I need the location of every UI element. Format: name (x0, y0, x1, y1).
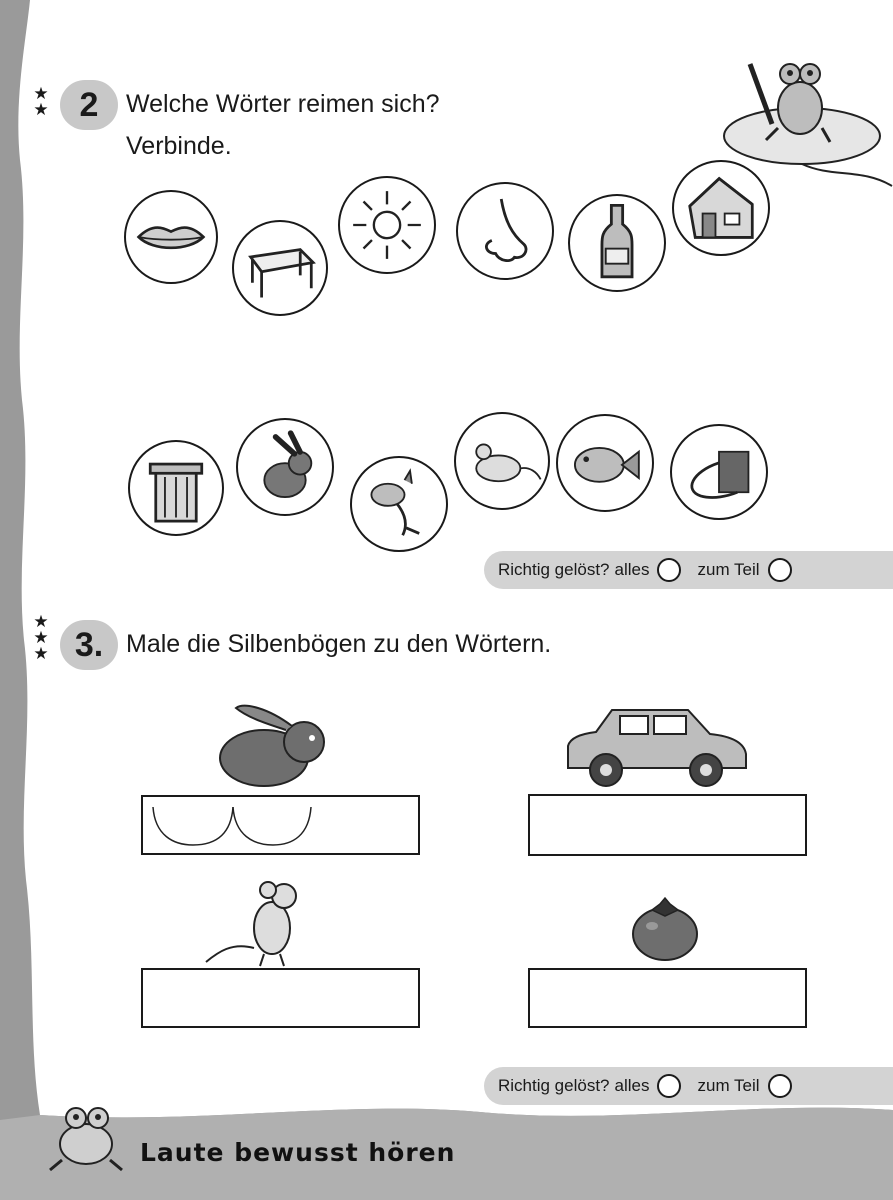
rabbit-icon[interactable] (236, 418, 334, 516)
frog-icon (42, 1094, 132, 1178)
fish-icon[interactable] (556, 414, 654, 512)
check-all-label: alles (614, 560, 650, 579)
exercise-number: 2 (60, 80, 118, 130)
sun-icon[interactable] (338, 176, 436, 274)
tomato-icon (630, 896, 700, 962)
exercise-instruction-2: Verbinde. (126, 132, 232, 160)
dog-icon[interactable] (350, 456, 448, 552)
syllable-box-rabbit[interactable] (141, 795, 420, 855)
check-label: Richtig gelöst? (498, 1076, 610, 1095)
table-icon[interactable] (232, 220, 328, 316)
house-icon[interactable] (672, 160, 770, 256)
difficulty-stars: ★ ★ (33, 84, 49, 119)
syllable-box-tomato[interactable] (528, 968, 807, 1028)
lips-icon[interactable] (124, 190, 218, 284)
mouse-icon[interactable] (454, 412, 550, 510)
rabbit-icon (208, 694, 338, 792)
footer-title: Laute bewusst hören (140, 1138, 456, 1167)
exercise-instruction: Male die Silbenbögen zu den Wörtern. (126, 630, 552, 658)
bottle-icon[interactable] (568, 194, 666, 292)
self-check-bar (484, 551, 893, 589)
self-check-bar (484, 1067, 893, 1105)
exercise-number: 3. (60, 620, 118, 670)
check-all-label: alles (614, 1076, 650, 1095)
check-partial-circle[interactable] (768, 558, 792, 582)
trash-can-icon[interactable] (128, 440, 224, 536)
check-partial-label: zum Teil (697, 1076, 760, 1095)
check-label: Richtig gelöst? (498, 560, 610, 579)
mouse-icon (202, 872, 320, 968)
nose-icon[interactable] (456, 182, 554, 280)
syllable-box-car[interactable] (528, 794, 807, 856)
bag-icon[interactable] (670, 424, 768, 520)
check-all-circle[interactable] (657, 558, 681, 582)
syllable-box-mouse[interactable] (141, 968, 420, 1028)
check-all-circle[interactable] (657, 1074, 681, 1098)
check-partial-circle[interactable] (768, 1074, 792, 1098)
car-icon (560, 702, 750, 792)
difficulty-stars: ★ ★ ★ (33, 612, 49, 663)
exercise-instruction: Welche Wörter reimen sich? (126, 90, 440, 118)
check-partial-label: zum Teil (697, 560, 760, 579)
